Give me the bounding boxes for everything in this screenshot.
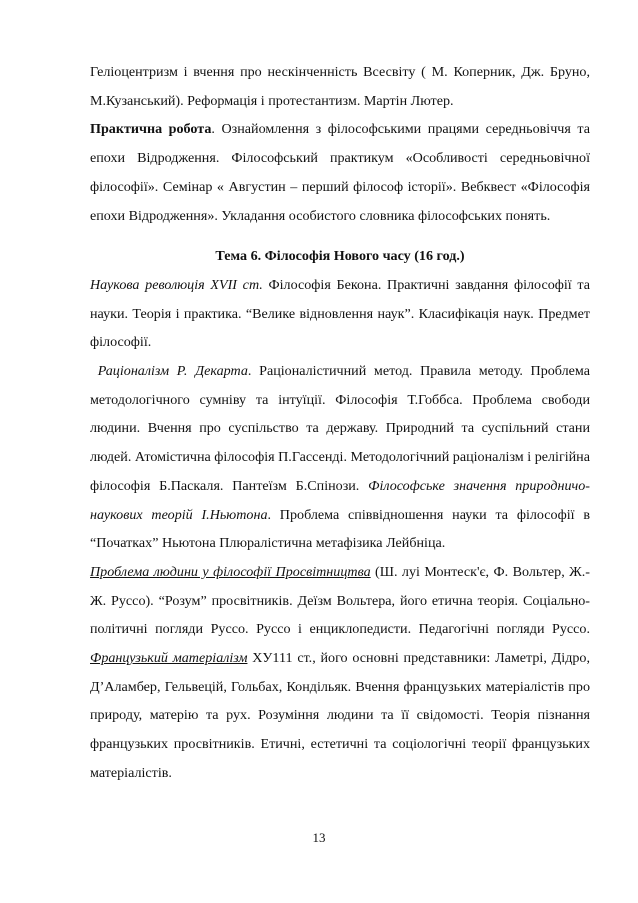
paragraph-text: Філософія Бекона. Практичні завдання філософії та науки. Теорія і практика. “Велике відновлення наук”. Класифікація наук. Предмет філософії.	[90, 276, 590, 351]
paragraph-text: Геліоцентризм і вчення про нескінченність Всесвіту ( М. Коперник, Дж. Бруно, М.Кузанський). Реформація і протестантизм. Мартін Лютер.	[90, 64, 590, 109]
practical-work-label: Практична робота	[90, 121, 212, 138]
paragraph-lead-italic: Раціоналізм Р. Декарта	[97, 363, 248, 380]
paragraph-text: ХУ111 ст., його основні представники: Ламетрі, Дідро, Д’Аламбер, Гельвецій, Гольбах, Кондільяк. Вчення французьких матеріалістів про природу, матерію та рух. Розуміння людини та її свідомості. Теорія пізнання французьких просвітників. Етичні, естетичні та соціологічні теорії французьких матеріалістів.	[90, 650, 590, 781]
paragraph-text: . Раціоналістичний метод. Правила методу. Проблема методологічного сумніву та інтуїції. Філософія Т.Гоббса. Проблема свободи людини. Вчення про суспільство та державу. Природний та суспільний стани людей. Атомістична філософія П.Гассенді. Методологічний раціоналізм і релігійна філософія Б.Паскаля. Пантеїзм Б.Спінози.	[90, 363, 590, 494]
paragraph-text: . Ознайомлення з філософськими працями середньовіччя та епохи Відродження. Філософський практикум «Особливості середньовічної філософії». Семінар « Августин – перший філософ історії». Вебквест «Філософія епохи Відродження». Укладання особистого словника філософських понять.	[90, 121, 590, 224]
paragraph-lead-italic: Наукова революція XVII ст.	[90, 276, 263, 293]
paragraph-lead-italic-underlined: Проблема людини у філософії Просвітництва	[90, 563, 371, 580]
paragraph-practical-work	[90, 115, 590, 230]
document-body	[90, 58, 590, 788]
paragraph-rationalism	[90, 357, 590, 558]
paragraph-text: (Ш. луі Монтеск'є, Ф. Вольтер, Ж.-Ж. Руссо). “Розум” просвітників. Деїзм Вольтера, його етична теорія. Соціально-політичні погляди Руссо. Руссо і енциклопедисти. Педагогічні погляди Руссо.	[90, 563, 590, 638]
paragraph-enlightenment	[90, 558, 590, 788]
paragraph-text: . Проблема співвідношення науки та філософії в “Початках” Ньютона Плюралістична метафізика Лейбніца.	[90, 506, 590, 552]
paragraph-italic-underlined-phrase: Французький матеріалізм	[90, 650, 248, 667]
paragraph-scientific-revolution	[90, 271, 590, 357]
paragraph-italic-phrase: Філософське значення природничо-наукових теорій І.Ньютона	[90, 477, 590, 523]
paragraph-renaissance-topics	[90, 58, 590, 115]
page-number: 13	[312, 830, 326, 845]
topic-title: Тема 6. Філософія Нового часу (16 год.)	[215, 248, 465, 265]
